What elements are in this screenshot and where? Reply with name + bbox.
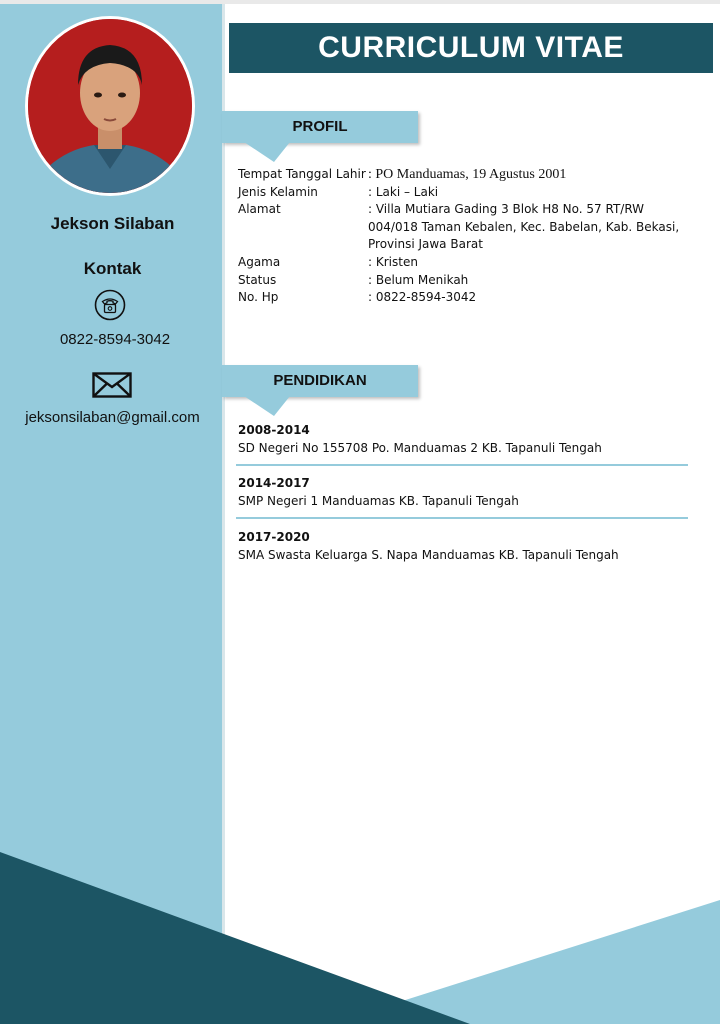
- education-school: SMP Negeri 1 Manduamas KB. Tapanuli Tengah: [238, 494, 519, 508]
- cv-title: CURRICULUM VITAE: [229, 23, 713, 73]
- profile-row: [238, 289, 680, 307]
- education-entry: [238, 530, 688, 562]
- sidebar-email: jeksonsilaban@gmail.com: [25, 409, 200, 426]
- profile-photo: [25, 16, 195, 196]
- education-entry: [238, 476, 688, 508]
- education-divider: [236, 464, 688, 466]
- education-divider: [236, 517, 688, 519]
- profile-label: Status: [238, 272, 277, 287]
- tab-pointer: [244, 396, 290, 418]
- profile-row: [238, 272, 680, 290]
- education-entry: [238, 423, 688, 455]
- education-years: 2017-2020: [238, 530, 310, 544]
- profile-value: : Belum Menikah: [368, 272, 469, 287]
- profile-row: [238, 184, 680, 202]
- profile-label: Jenis Kelamin: [238, 184, 318, 199]
- envelope-icon: [92, 372, 132, 398]
- profile-value: : 0822-8594-3042: [368, 290, 477, 305]
- contact-heading: Kontak: [83, 259, 142, 278]
- profile-label: Agama: [238, 254, 281, 269]
- bottom-decoration: [0, 820, 720, 1024]
- profile-label: Alamat: [238, 202, 281, 217]
- profile-value: : Kristen: [368, 254, 418, 269]
- profile-row: [238, 254, 680, 272]
- profile-row: [238, 201, 680, 254]
- profile-value: : Laki – Laki: [368, 184, 439, 199]
- section-tab-profile: [222, 111, 418, 145]
- education-years: 2008-2014: [238, 423, 310, 437]
- section-title-profile: PROFIL: [292, 118, 348, 135]
- education-years: 2014-2017: [238, 476, 310, 490]
- profile-label: Tempat Tanggal Lahir: [238, 167, 366, 181]
- section-tab-education: [222, 365, 418, 399]
- profile-row: [238, 166, 680, 184]
- person-portrait-icon: [28, 19, 192, 193]
- person-name: Jekson Silaban: [50, 214, 175, 233]
- education-school: SD Negeri No 155708 Po. Manduamas 2 KB. Tapanuli Tengah: [238, 441, 602, 455]
- profile-label: No. Hp: [238, 290, 279, 305]
- tab-pointer: [244, 142, 290, 164]
- section-title-education: PENDIDIKAN: [273, 372, 367, 389]
- profile-details: [238, 166, 680, 307]
- profile-value: : PO Manduamas, 19 Agustus 2001: [368, 167, 567, 182]
- telephone-icon: [94, 289, 126, 321]
- sidebar-phone: 0822-8594-3042: [59, 331, 171, 348]
- education-school: SMA Swasta Keluarga S. Napa Manduamas KB. Tapanuli Tengah: [238, 548, 619, 562]
- profile-value: : Villa Mutiara Gading 3 Blok H8 No. 57 RT/RW 004/018 Taman Kebalen, Kec. Babelan, Kab. Bekasi, Provinsi Jawa Barat: [368, 202, 680, 252]
